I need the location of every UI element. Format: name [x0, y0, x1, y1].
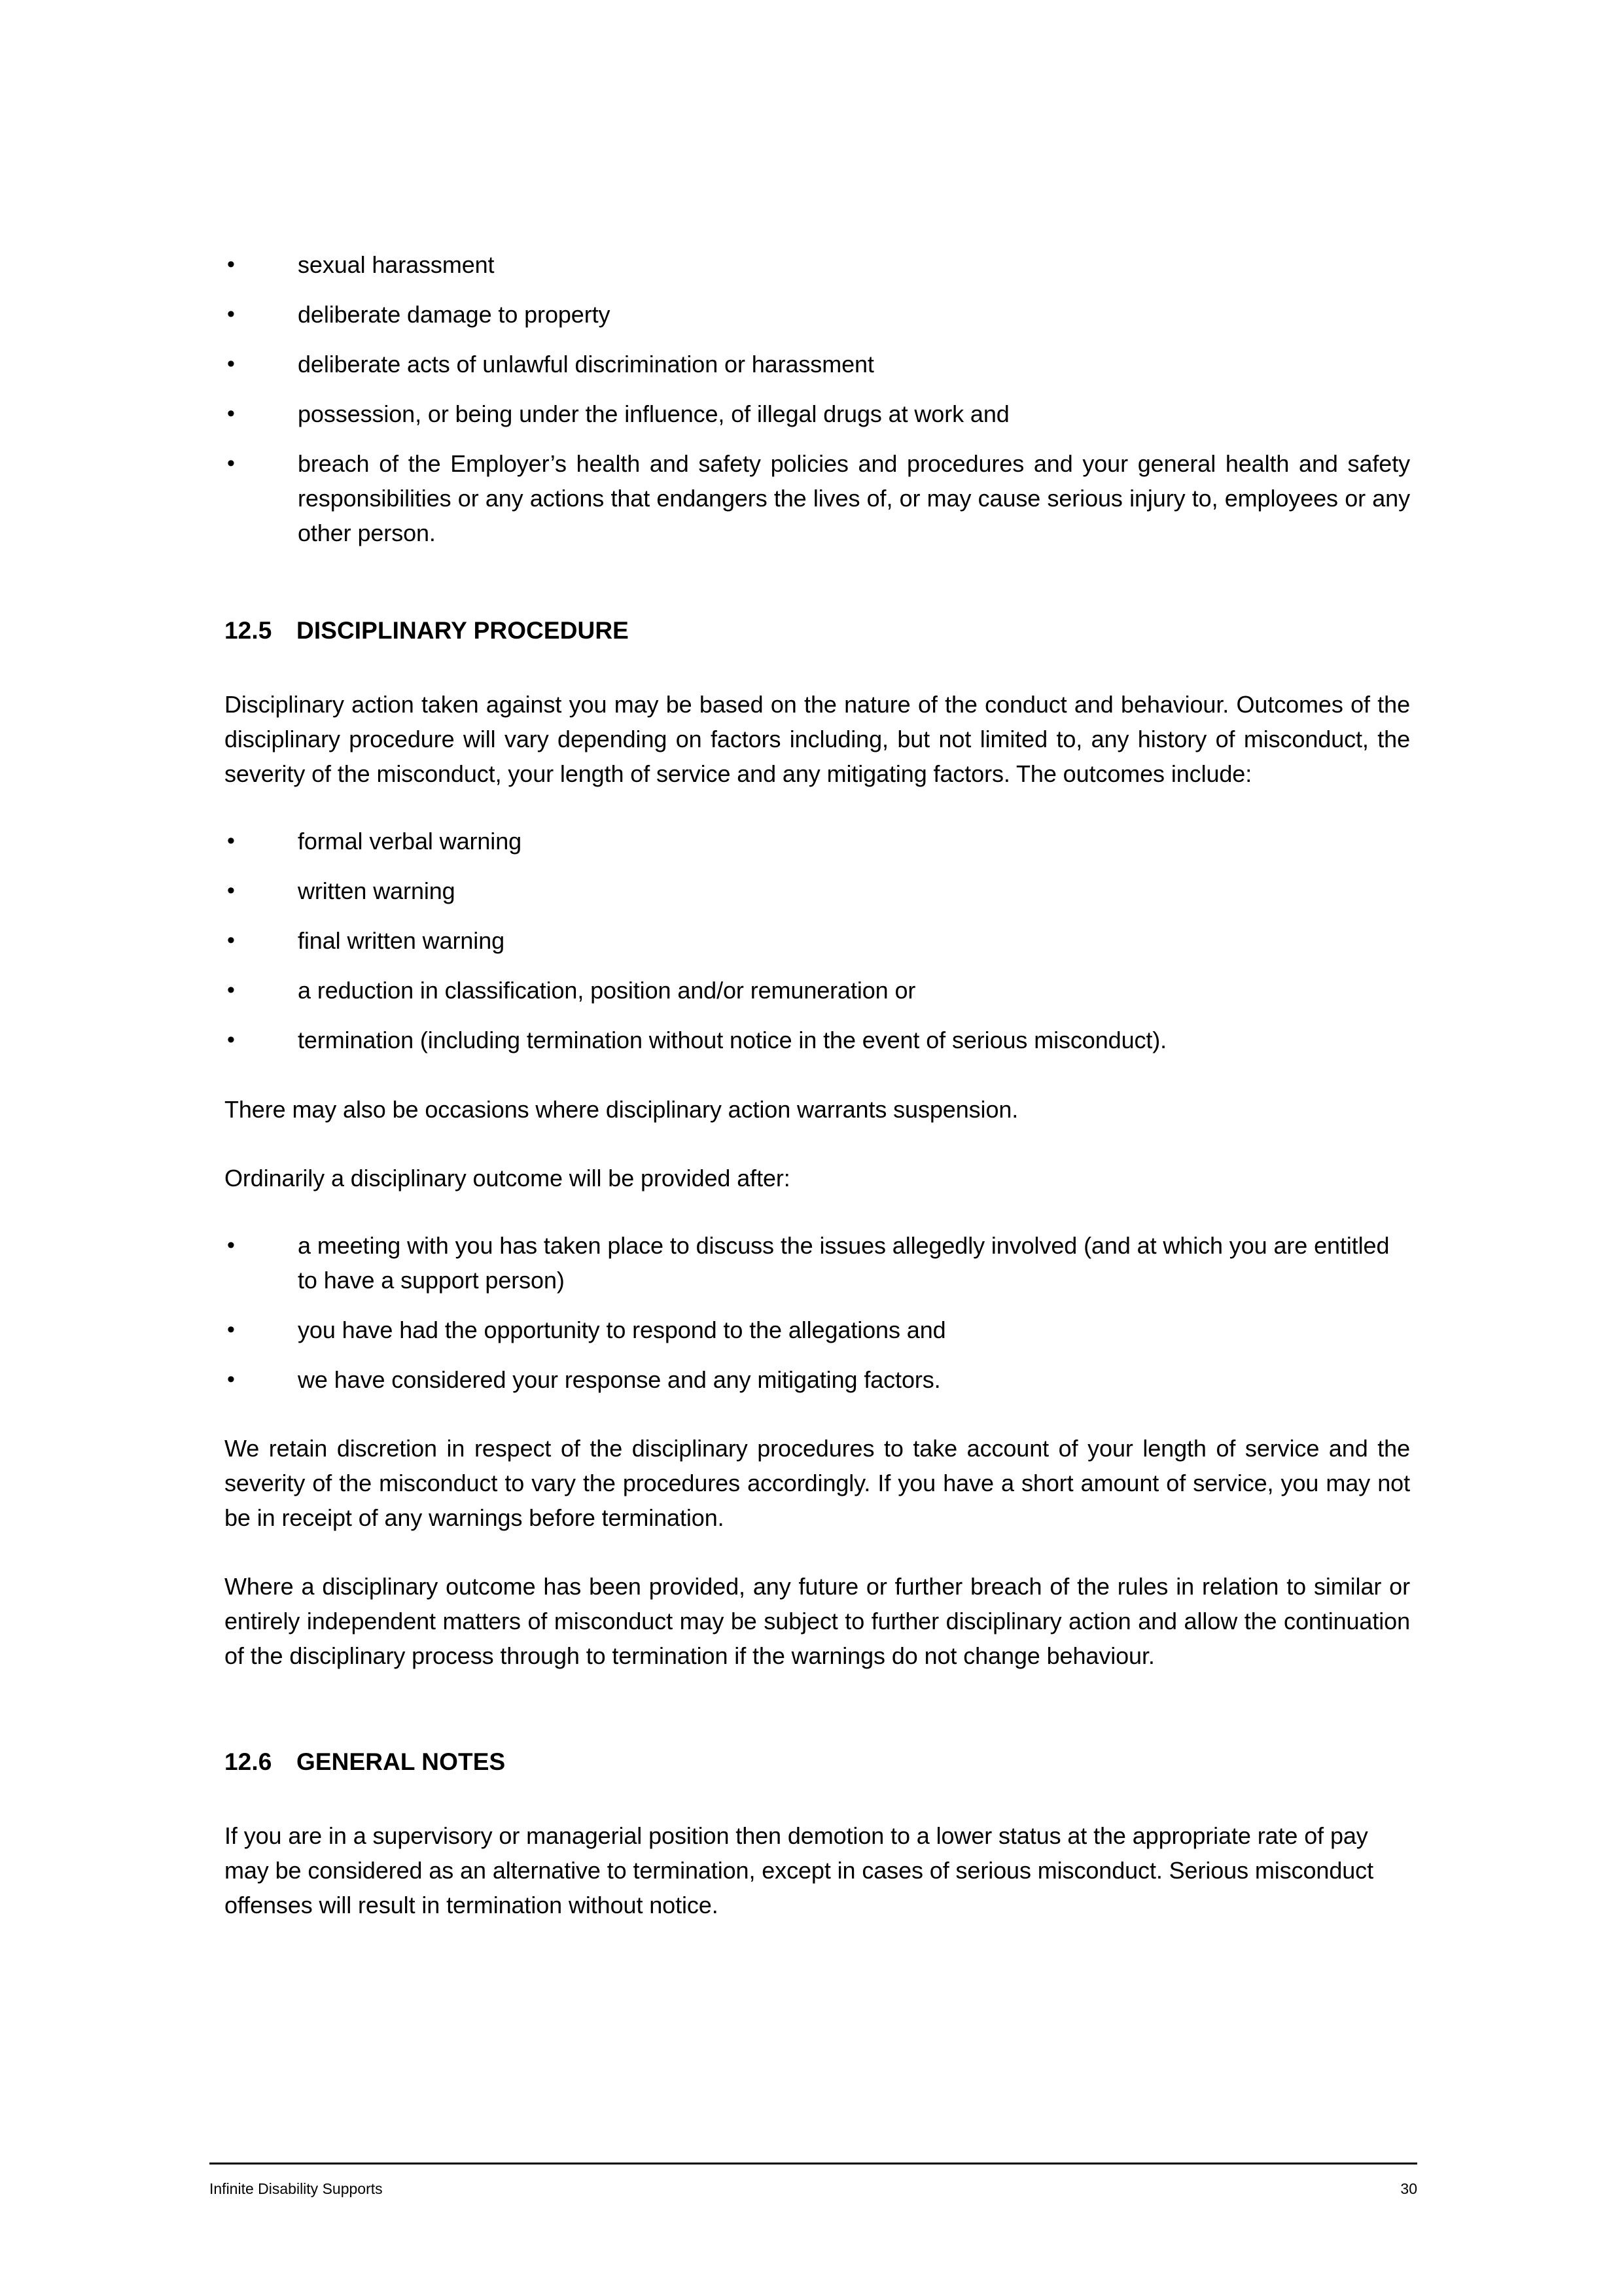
bullet-icon: • [227, 351, 235, 376]
list-item [224, 446, 1410, 550]
list-item-text: formal verbal warning [298, 828, 522, 855]
bullet-icon: • [227, 401, 235, 426]
list-item [224, 397, 1410, 431]
para-spacer [224, 1127, 1410, 1161]
list-spacer [224, 791, 1410, 824]
discretion-paragraph: We retain discretion in respect of the disciplinary procedures to take account of your length of service and the severity of the misconduct to vary the procedures accordingly. If you have a short amount of service, you may not be in receipt of any warnings before termination. [224, 1435, 1410, 1531]
bullet-icon: • [227, 828, 235, 853]
footer-organisation: Infinite Disability Supports [209, 2180, 383, 2197]
footer-page-number: 30 [1400, 2180, 1417, 2197]
section-heading-12-5 [224, 615, 1410, 646]
list-item-text: sexual harassment [298, 251, 495, 278]
list-gap [224, 1008, 1410, 1023]
bullet-icon: • [227, 451, 235, 476]
list-item-text: you have had the opportunity to respond to the allegations and [298, 1316, 946, 1343]
section-title: DISCIPLINARY PROCEDURE [296, 617, 629, 644]
section-number: 12.6 [224, 1748, 272, 1775]
bullet-icon: • [227, 1027, 235, 1052]
top-spacer [224, 0, 1410, 247]
list-item-text: deliberate acts of unlawful discrimination or harassment [298, 351, 874, 378]
general-notes-paragraph: If you are in a supervisory or managerial position then demotion to a lower status at the appropriate rate of pay may be considered as an alternative to termination, except in cases of serious misconduct. Serious misconduct offenses will result in termination without notice. [224, 1822, 1373, 1918]
list-gap [224, 908, 1410, 923]
list-item [224, 347, 1410, 381]
para-spacer [224, 646, 1410, 687]
section-title: GENERAL NOTES [296, 1748, 506, 1775]
list-item-text: deliberate damage to property [298, 301, 610, 328]
list-item-text: breach of the Employer’s health and safety policies and procedures and your general health and safety responsibilities or any actions that endangers the lives of, or may cause serious injury to, employees or any other person. [298, 450, 1410, 546]
list-item [224, 1313, 1410, 1347]
disciplinary-outcomes-list [224, 824, 1410, 1057]
disciplinary-intro-paragraph: Disciplinary action taken against you may be based on the nature of the conduct and behaviour. Outcomes of the disciplinary procedure will vary depending on factors including, but not limited to, any history of misconduct, the severity of the misconduct, your length of service and any mitigating factors. The outcomes include: [224, 691, 1410, 787]
para-spacer [224, 1397, 1410, 1431]
outcome-intro-paragraph: Ordinarily a disciplinary outcome will be provided after: [224, 1165, 790, 1192]
bullet-icon: • [227, 302, 235, 327]
bullet-icon: • [227, 252, 235, 277]
list-item [224, 1023, 1410, 1057]
page-footer [209, 2163, 1417, 2199]
bullet-icon: • [227, 928, 235, 953]
list-item-text: written warning [298, 877, 455, 904]
bullet-icon: • [227, 1317, 235, 1342]
list-gap [224, 431, 1410, 446]
list-item [224, 923, 1410, 958]
bullet-icon: • [227, 978, 235, 1002]
list-item [224, 247, 1410, 282]
list-item [224, 1362, 1410, 1397]
para-spacer [224, 1057, 1410, 1092]
section-number: 12.5 [224, 617, 272, 644]
footer-divider [209, 2163, 1417, 2164]
serious-misconduct-list [224, 247, 1410, 550]
list-item-text: final written warning [298, 927, 505, 954]
bullet-icon: • [227, 1233, 235, 1258]
list-gap [224, 282, 1410, 297]
para-spacer [224, 1778, 1410, 1818]
list-item-text: we have considered your response and any mitigating factors. [298, 1366, 941, 1393]
list-item [224, 824, 1410, 858]
outcome-conditions-list [224, 1228, 1410, 1397]
list-item-text: termination (including termination without notice in the event of serious misconduct). [298, 1027, 1167, 1053]
page-content [224, 0, 1410, 1922]
para-spacer [224, 1535, 1410, 1569]
section-heading-12-6 [224, 1746, 1410, 1778]
list-spacer [224, 1195, 1410, 1228]
list-item-text: possession, or being under the influence, of illegal drugs at work and [298, 400, 1010, 427]
suspension-note-paragraph: There may also be occasions where disciplinary action warrants suspension. [224, 1096, 1019, 1123]
list-gap [224, 858, 1410, 874]
list-gap [224, 1347, 1410, 1362]
footer-row [209, 2179, 1417, 2199]
bullet-icon: • [227, 878, 235, 903]
list-gap [224, 1298, 1410, 1313]
heading-spacer [224, 550, 1410, 615]
further-breach-paragraph: Where a disciplinary outcome has been provided, any future or further breach of the rules in relation to similar or entirely independent matters of misconduct may be subject to further disciplinary action and allow the continuation of the disciplinary process through to termination if the warnings do not change behaviour. [224, 1573, 1410, 1669]
heading-spacer [224, 1673, 1410, 1746]
list-item [224, 297, 1410, 332]
list-gap [224, 381, 1410, 397]
list-gap [224, 958, 1410, 973]
list-item [224, 874, 1410, 908]
bullet-icon: • [227, 1367, 235, 1392]
list-item-text: a reduction in classification, position and/or remuneration or [298, 977, 916, 1004]
list-item [224, 973, 1410, 1008]
list-item-text: a meeting with you has taken place to discuss the issues allegedly involved (and at which you are entitled to have a support person) [298, 1232, 1390, 1294]
list-gap [224, 332, 1410, 347]
list-item [224, 1228, 1410, 1298]
